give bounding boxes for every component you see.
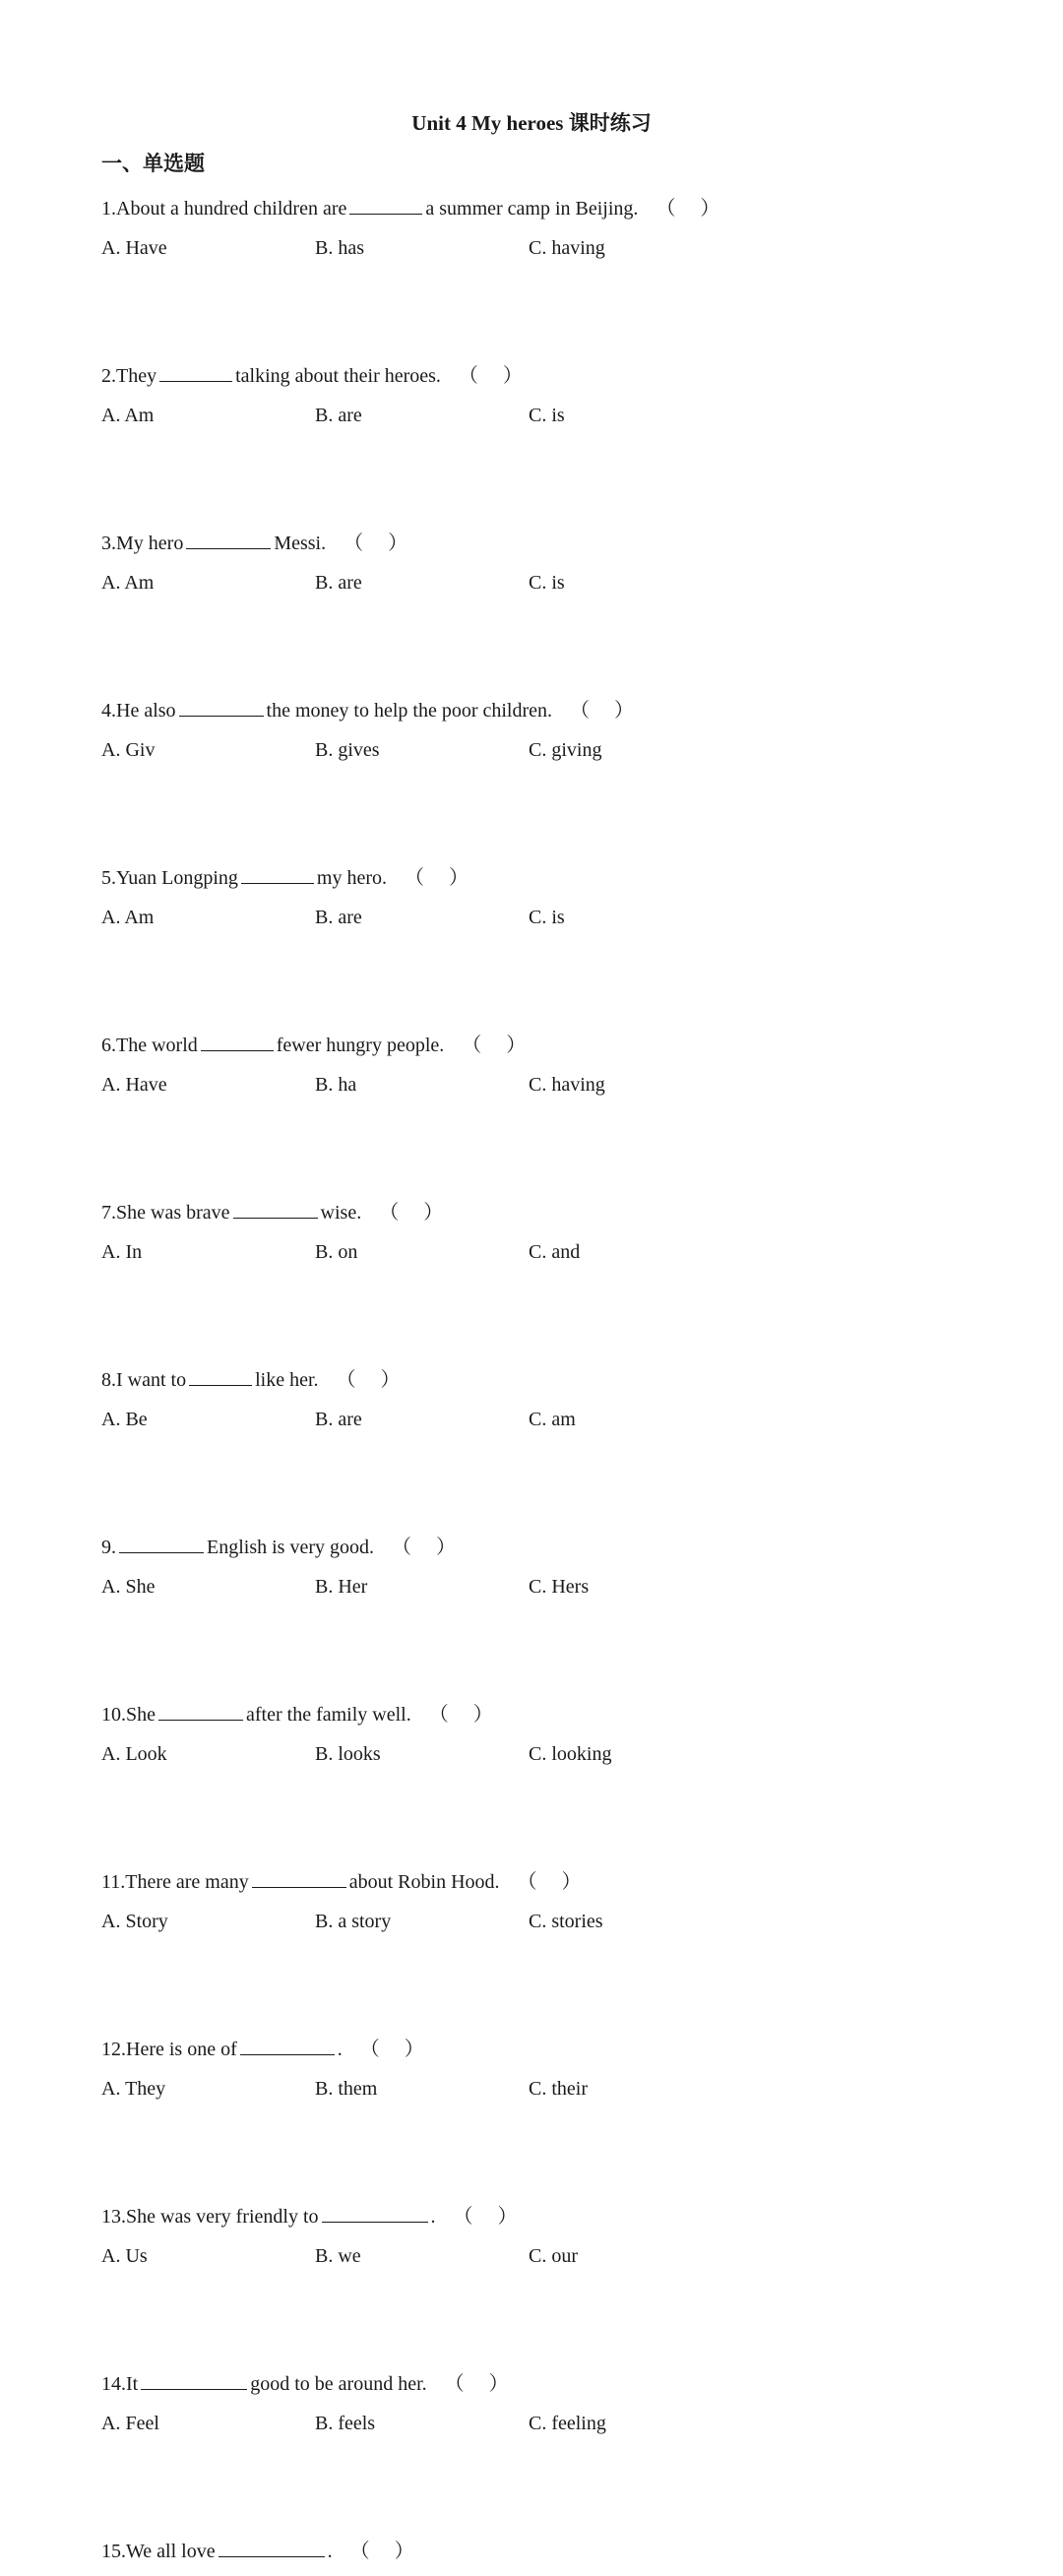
answer-parentheses[interactable]: （ ）	[349, 2541, 424, 2562]
question-item	[101, 1531, 968, 1698]
question-text: 2.They	[101, 365, 157, 387]
option-c[interactable]: C. giving	[529, 739, 602, 761]
option-b[interactable]: B. gives	[315, 739, 380, 761]
option-c[interactable]: C. feeling	[529, 2413, 606, 2434]
option-b[interactable]: B. feels	[315, 2413, 376, 2434]
question-item	[101, 1865, 968, 2033]
option-b[interactable]: B. them	[315, 2078, 378, 2100]
option-row	[101, 401, 968, 443]
answer-parentheses[interactable]: （ ）	[336, 1369, 410, 1391]
question-text: 6.The world	[101, 1035, 198, 1056]
option-row	[101, 233, 968, 276]
option-row	[101, 2074, 968, 2116]
answer-parentheses[interactable]: （ ）	[462, 1035, 536, 1056]
question-text-end: like her.	[255, 1369, 319, 1391]
option-c[interactable]: C. Hers	[529, 1576, 590, 1598]
option-a[interactable]: A. She	[101, 1576, 156, 1598]
question-stem	[101, 1029, 968, 1070]
question-text: 8.I want to	[101, 1369, 187, 1391]
option-b[interactable]: B. Her	[315, 1576, 368, 1598]
question-stem	[101, 861, 968, 903]
answer-blank[interactable]	[240, 2033, 335, 2055]
option-row	[101, 1572, 968, 1614]
answer-parentheses[interactable]: （ ）	[392, 1537, 466, 1558]
question-text: 4.He also	[101, 700, 176, 722]
question-item	[101, 694, 968, 861]
option-row	[101, 2241, 968, 2284]
question-stem	[101, 2535, 968, 2576]
question-text: 12.Here is one of	[101, 2039, 237, 2060]
question-text-end: .	[430, 2206, 436, 2228]
answer-blank[interactable]	[179, 694, 264, 717]
option-row	[101, 1907, 968, 1949]
question-text: 10.She	[101, 1704, 156, 1726]
question-text-end: fewer hungry people.	[276, 1035, 445, 1056]
option-b[interactable]: B. on	[315, 1241, 358, 1263]
answer-blank[interactable]	[201, 1029, 274, 1051]
answer-parentheses[interactable]: （ ）	[570, 700, 645, 722]
answer-blank[interactable]	[159, 359, 232, 382]
answer-parentheses[interactable]: （ ）	[404, 867, 478, 889]
option-b[interactable]: B. are	[315, 405, 362, 426]
question-item	[101, 2200, 968, 2367]
answer-parentheses[interactable]: （ ）	[428, 1704, 503, 1726]
question-text-end: .	[337, 2039, 343, 2060]
question-text-end: after the family well.	[246, 1704, 411, 1726]
option-a[interactable]: A. Am	[101, 572, 155, 594]
question-text-end: about Robin Hood.	[348, 1871, 500, 1893]
question-stem	[101, 527, 968, 568]
question-stem	[101, 694, 968, 735]
question-stem	[101, 1196, 968, 1237]
option-c[interactable]: C. their	[529, 2078, 588, 2100]
answer-blank[interactable]	[141, 2367, 247, 2390]
option-row	[101, 568, 968, 610]
option-b[interactable]: B. are	[315, 572, 362, 594]
question-text-end: .	[327, 2541, 333, 2562]
answer-parentheses[interactable]: （ ）	[517, 1871, 592, 1893]
answer-blank[interactable]	[241, 861, 314, 884]
answer-blank[interactable]	[186, 527, 271, 549]
option-c[interactable]: C. am	[529, 1409, 576, 1430]
option-row	[101, 2409, 968, 2451]
answer-parentheses[interactable]: （ ）	[458, 365, 532, 387]
answer-parentheses[interactable]: （ ）	[444, 2373, 519, 2395]
question-item	[101, 1363, 968, 1531]
answer-parentheses[interactable]: （ ）	[379, 1202, 454, 1224]
question-stem	[101, 1363, 968, 1405]
question-text-end: Messi.	[274, 533, 327, 554]
answer-blank[interactable]	[219, 2535, 325, 2557]
option-a[interactable]: A. Am	[101, 907, 155, 928]
answer-parentheses[interactable]: （ ）	[344, 533, 418, 554]
question-stem	[101, 1865, 968, 1907]
option-a[interactable]: A. Have	[101, 1074, 167, 1096]
answer-blank[interactable]	[233, 1196, 318, 1219]
question-text: 9.	[101, 1537, 116, 1558]
answer-blank[interactable]	[252, 1865, 346, 1888]
question-text-end: a summer camp in Beijing.	[425, 198, 639, 220]
question-item	[101, 359, 968, 527]
option-a[interactable]: A. Story	[101, 1911, 168, 1932]
option-c[interactable]: C. our	[529, 2245, 578, 2267]
question-text-end: my hero.	[316, 867, 387, 889]
question-item	[101, 861, 968, 1029]
question-stem	[101, 192, 968, 233]
option-a[interactable]: A. Am	[101, 405, 155, 426]
option-row	[101, 1070, 968, 1112]
option-a[interactable]: A. In	[101, 1241, 143, 1263]
answer-blank[interactable]	[349, 192, 422, 215]
option-row	[101, 735, 968, 778]
question-item	[101, 2535, 968, 2576]
question-text-end: the money to help the poor children.	[266, 700, 553, 722]
question-text: 7.She was brave	[101, 1202, 230, 1224]
worksheet-title: Unit 4 My heroes 课时练习	[411, 111, 652, 135]
question-item	[101, 2033, 968, 2200]
answer-blank[interactable]	[189, 1363, 252, 1386]
option-a[interactable]: A. Feel	[101, 2413, 159, 2434]
question-stem	[101, 1698, 968, 1739]
question-text: 13.She was very friendly to	[101, 2206, 319, 2228]
section-heading: 一、单选题	[101, 152, 205, 175]
option-a[interactable]: A. Have	[101, 237, 167, 259]
option-b[interactable]: B. looks	[315, 1743, 381, 1765]
question-item	[101, 2367, 968, 2535]
option-row	[101, 903, 968, 945]
option-b[interactable]: B. ha	[315, 1074, 357, 1096]
question-text: 14.It	[101, 2373, 139, 2395]
option-c[interactable]: C. is	[529, 907, 565, 928]
question-text-end: good to be around her.	[250, 2373, 427, 2395]
question-text: 1.About a hundred children are	[101, 198, 347, 220]
option-a[interactable]: A. Look	[101, 1743, 167, 1765]
question-text: 11.There are many	[101, 1871, 249, 1893]
answer-parentheses[interactable]: （ ）	[656, 198, 730, 220]
option-b[interactable]: B. we	[315, 2245, 361, 2267]
question-text-end: English is very good.	[207, 1537, 374, 1558]
question-item	[101, 1196, 968, 1363]
question-stem	[101, 1531, 968, 1572]
answer-parentheses[interactable]: （ ）	[359, 2039, 434, 2060]
question-text: 15.We all love	[101, 2541, 216, 2562]
question-stem	[101, 359, 968, 401]
option-c[interactable]: C. looking	[529, 1743, 612, 1765]
option-a[interactable]: A. They	[101, 2078, 166, 2100]
question-text-end: wise.	[320, 1202, 362, 1224]
option-a[interactable]: A. Be	[101, 1409, 148, 1430]
option-b[interactable]: B. are	[315, 1409, 362, 1430]
option-b[interactable]: B. a story	[315, 1911, 392, 1932]
question-list	[101, 192, 968, 2576]
answer-blank[interactable]	[158, 1698, 243, 1721]
option-row	[101, 1405, 968, 1447]
option-row	[101, 1237, 968, 1280]
option-c[interactable]: C. having	[529, 1074, 605, 1096]
option-c[interactable]: C. stories	[529, 1911, 603, 1932]
option-c[interactable]: C. having	[529, 237, 605, 259]
option-b[interactable]: B. are	[315, 907, 362, 928]
question-item	[101, 1029, 968, 1196]
option-c[interactable]: C. and	[529, 1241, 581, 1263]
option-row	[101, 1739, 968, 1782]
answer-parentheses[interactable]: （ ）	[453, 2206, 528, 2228]
question-stem	[101, 2033, 968, 2074]
option-a[interactable]: A. Giv	[101, 739, 156, 761]
question-stem	[101, 2200, 968, 2241]
option-c[interactable]: C. is	[529, 405, 565, 426]
question-item	[101, 192, 968, 359]
option-a[interactable]: A. Us	[101, 2245, 148, 2267]
question-text-end: talking about their heroes.	[235, 365, 441, 387]
question-item	[101, 527, 968, 694]
question-text: 3.My hero	[101, 533, 184, 554]
option-c[interactable]: C. is	[529, 572, 565, 594]
option-b[interactable]: B. has	[315, 237, 364, 259]
question-item	[101, 1698, 968, 1865]
answer-blank[interactable]	[119, 1531, 204, 1553]
question-text: 5.Yuan Longping	[101, 867, 238, 889]
answer-blank[interactable]	[322, 2200, 428, 2223]
question-stem	[101, 2367, 968, 2409]
